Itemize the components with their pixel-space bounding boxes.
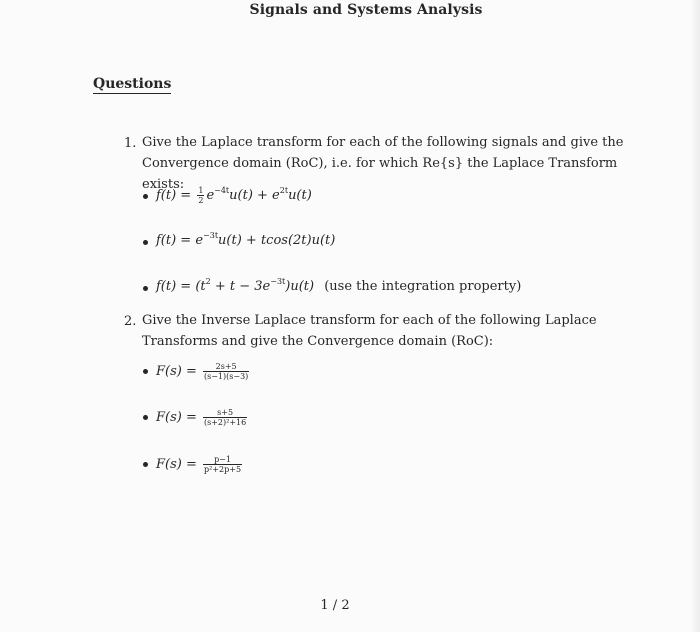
- q1-formula-a: f(t) = $\frac{1}{2}$ $e^{-4t}u(t) + e^{2t}u(t)$: [156, 186, 312, 205]
- q1-formula-c-note: (use the integration property): [324, 279, 522, 294]
- bullet: [143, 240, 148, 245]
- question-1-text: Give the Laplace transform for each of the following signals and give the Convergence domain (RoC), i.e. for which Re{s} the Laplace Transform exists:: [142, 135, 624, 192]
- fraction: $\frac{2s+5}{(s-1)(s-3)}$: [204, 362, 249, 381]
- question-2-text: Give the Inverse Laplace transform for each of the following Laplace Transforms and give the Convergence domain (RoC):: [142, 313, 597, 349]
- section-heading: Questions: [93, 76, 172, 92]
- bullet: [143, 286, 148, 291]
- page-edge-shadow: [690, 0, 700, 632]
- question-1-number: 1.: [124, 136, 137, 151]
- document-title: Signals and Systems Analysis: [249, 2, 483, 18]
- bullet: [143, 462, 148, 467]
- page-number: 1 / 2: [320, 598, 350, 613]
- q2-formula-c: F(s) = $\frac{p-1}{\text{p²+2p+5}}$: [156, 455, 242, 474]
- bullet: [143, 415, 148, 420]
- bullet: [143, 194, 148, 199]
- question-2-number: 2.: [124, 314, 137, 329]
- bullet: [143, 369, 148, 374]
- q2-formula-b: F(s) = $\frac{s+5}{\text{(s+2)²+16}}$: [156, 408, 247, 427]
- fraction: $\frac{s+5}{\text{(s+2)²+16}}$: [204, 408, 247, 427]
- q1-formula-b: $f(t) = e^{-3t}u(t) + tcos(2t)u(t)$: [156, 231, 336, 248]
- q2-formula-a: F(s) = $\frac{2s+5}{(s-1)(s-3)}$: [156, 362, 249, 381]
- q1-formula-c: $f(t) = (t^2 + t - 3e^{-3t})u(t)$ (use the integration property): [156, 277, 522, 294]
- fraction: $\frac{1}{2}$: [198, 186, 204, 205]
- fraction: $\frac{p-1}{\text{p²+2p+5}}$: [204, 455, 242, 474]
